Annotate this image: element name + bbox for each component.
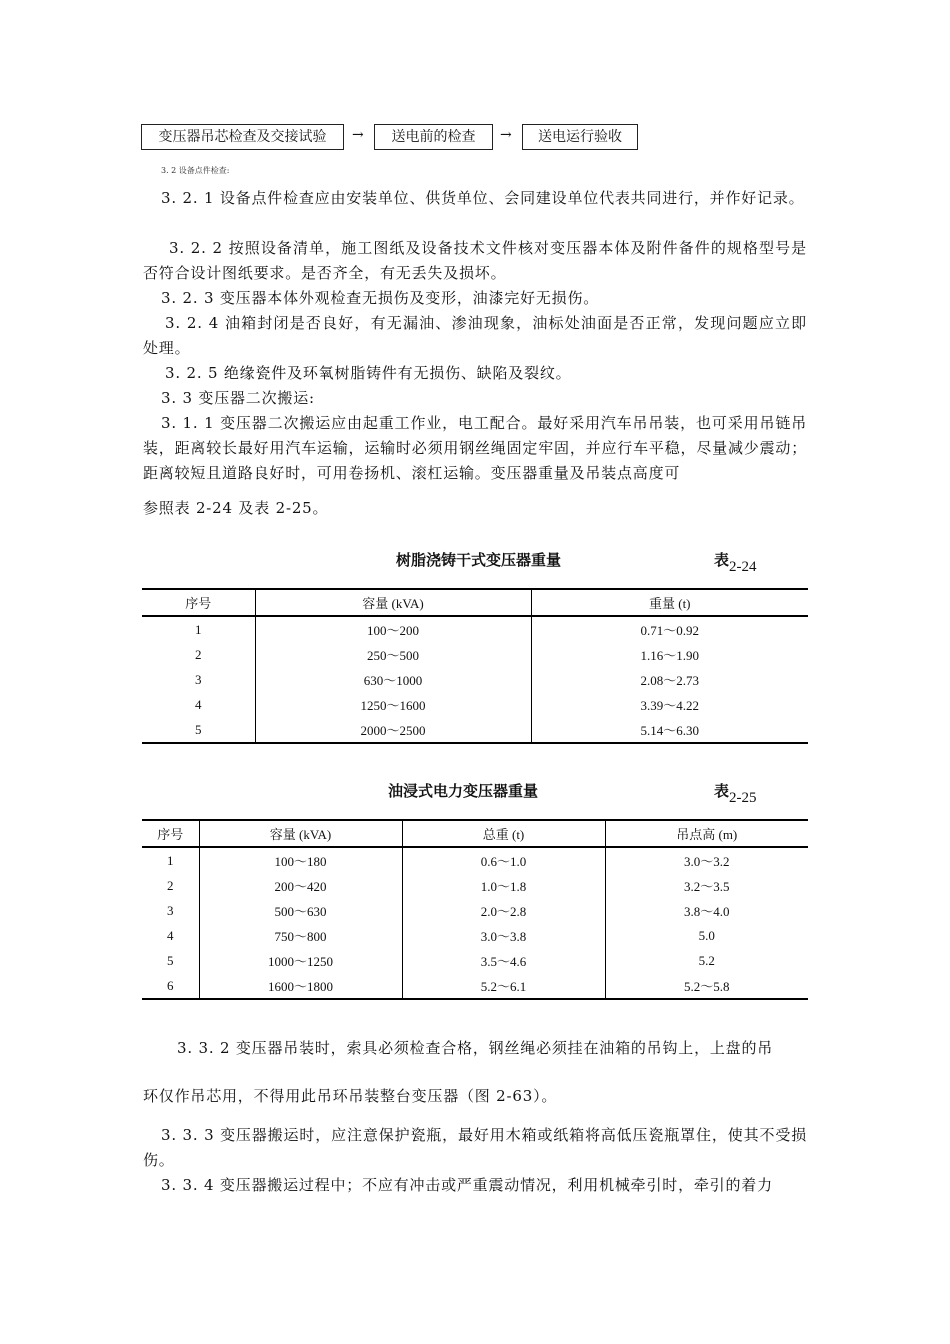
table-cell: 5 bbox=[195, 721, 202, 737]
table-cell: 5.0 bbox=[605, 923, 808, 948]
table-cell: 5.2～6.1 bbox=[402, 973, 605, 999]
paragraph-3-2-2: 3. 2. 2 按照设备清单，施工图纸及设备技术文件核对变压器本体及附件备件的规格型号是否符合设计图纸要求。是否齐全，有无丢失及损坏。 bbox=[143, 239, 807, 282]
table-2-25-number: 2-25 bbox=[729, 790, 757, 806]
table-row bbox=[142, 973, 808, 999]
table-header-row bbox=[142, 589, 808, 616]
flow-arrow-2: → bbox=[500, 127, 512, 143]
table-header-cell: 总重 (t) bbox=[402, 820, 605, 847]
table-row bbox=[142, 717, 808, 743]
table-cell: 100～200 bbox=[255, 616, 531, 642]
table-cell: 200～420 bbox=[199, 873, 402, 898]
table-cell: 0.6～1.0 bbox=[402, 847, 605, 873]
table-cell: 250～500 bbox=[255, 642, 531, 667]
flow-arrow-1: → bbox=[352, 127, 364, 143]
table-cell: 6 bbox=[167, 977, 174, 993]
table-row bbox=[142, 898, 808, 923]
table-cell: 3.0～3.2 bbox=[605, 847, 808, 873]
table-cell: 1.0～1.8 bbox=[402, 873, 605, 898]
table-header-cell: 吊点高 (m) bbox=[605, 820, 808, 847]
flow-step-3: 送电运行验收 bbox=[522, 124, 638, 150]
table-2-24 bbox=[142, 588, 808, 744]
table-cell: 1 bbox=[167, 852, 174, 868]
table-cell: 5.2～5.8 bbox=[605, 973, 808, 999]
flow-step-1: 变压器吊芯检查及交接试验 bbox=[141, 124, 344, 150]
table-cell: 3 bbox=[167, 902, 174, 918]
paragraph-3-2-5: 3. 2. 5 绝缘瓷件及环氧树脂铸件有无损伤、缺陷及裂纹。 bbox=[165, 364, 572, 382]
paragraph-3-1-1-cont: 参照表 2-24 及表 2-25。 bbox=[143, 499, 329, 517]
paragraph-3-2-4: 3. 2. 4 油箱封闭是否良好，有无漏油、渗油现象，油标处油面是否正常，发现问题应立即处理。 bbox=[143, 314, 807, 357]
section-heading-3-3: 3. 3 变压器二次搬运: bbox=[161, 389, 315, 407]
table-cell: 1600～1800 bbox=[199, 973, 402, 999]
table-header-cell: 重量 (t) bbox=[531, 589, 808, 616]
table-row bbox=[142, 873, 808, 898]
flow-step-2: 送电前的检查 bbox=[374, 124, 493, 150]
table-2-24-label: 表2-24 bbox=[714, 551, 757, 575]
table-cell: 3.0～3.8 bbox=[402, 923, 605, 948]
table-cell: 5.2 bbox=[605, 948, 808, 973]
table-header-row bbox=[142, 820, 808, 847]
table-cell: 3.39～4.22 bbox=[531, 692, 808, 717]
section-heading-3-2: 3. 2 设备点件检查: bbox=[161, 166, 230, 175]
table-cell: 1000～1250 bbox=[199, 948, 402, 973]
table-cell: 4 bbox=[195, 696, 202, 712]
paragraph-3-3-2: 3. 3. 2 变压器吊装时，索具必须检查合格，钢丝绳必须挂在油箱的吊钩上，上盘的吊 bbox=[177, 1039, 774, 1057]
table-header-cell: 序号 bbox=[142, 820, 199, 847]
table-cell: 2000～2500 bbox=[255, 717, 531, 743]
table-cell: 5.14～6.30 bbox=[531, 717, 808, 743]
paragraph-3-1-1: 3. 1. 1 变压器二次搬运应由起重工作业，电工配合。最好采用汽车吊吊装，也可采用吊链吊装，距离较长最好用汽车运输，运输时必须用钢丝绳固定牢固，并应行车平稳，尽量减少震动；距离较短且道路良好时，可用卷扬机、滚杠运输。变压器重量及吊装点高度可 bbox=[143, 414, 807, 482]
table-cell: 1250～1600 bbox=[255, 692, 531, 717]
table-2-24-title: 树脂浇铸干式变压器重量 bbox=[396, 551, 562, 569]
paragraph-3-2-1: 3. 2. 1 设备点件检查应由安装单位、供货单位、会同建设单位代表共同进行，并作好记录。 bbox=[161, 189, 805, 207]
table-cell: 750～800 bbox=[199, 923, 402, 948]
table-row bbox=[142, 948, 808, 973]
table-cell: 3.5～4.6 bbox=[402, 948, 605, 973]
table-header-cell: 容量 (kVA) bbox=[199, 820, 402, 847]
table-header-cell: 序号 bbox=[142, 589, 255, 616]
table-2-25 bbox=[142, 819, 808, 1000]
paragraph-3-3-3: 3. 3. 3 变压器搬运时，应注意保护瓷瓶，最好用木箱或纸箱将高低压瓷瓶罩住，使其不受损伤。 bbox=[143, 1126, 807, 1169]
table-cell: 2 bbox=[167, 877, 174, 893]
table-cell: 3.8～4.0 bbox=[605, 898, 808, 923]
table-cell: 100～180 bbox=[199, 847, 402, 873]
table-cell: 3.2～3.5 bbox=[605, 873, 808, 898]
table-cell: 1.16～1.90 bbox=[531, 642, 808, 667]
table-cell: 2.0～2.8 bbox=[402, 898, 605, 923]
table-row bbox=[142, 847, 808, 873]
table-2-25-title: 油浸式电力变压器重量 bbox=[388, 782, 539, 800]
table-row bbox=[142, 616, 808, 642]
table-cell: 500～630 bbox=[199, 898, 402, 923]
paragraph-3-2-3: 3. 2. 3 变压器本体外观检查无损伤及变形，油漆完好无损伤。 bbox=[161, 289, 600, 307]
table-2-25-label: 表2-25 bbox=[714, 782, 757, 806]
table-row bbox=[142, 923, 808, 948]
table-2-24-number: 2-24 bbox=[729, 559, 757, 575]
table-row bbox=[142, 692, 808, 717]
table-cell: 2 bbox=[195, 646, 202, 662]
table-cell: 630～1000 bbox=[255, 667, 531, 692]
paragraph-3-3-2-cont: 环仅作吊芯用，不得用此吊环吊装整台变压器（图 2-63）。 bbox=[143, 1087, 558, 1105]
table-header-cell: 容量 (kVA) bbox=[255, 589, 531, 616]
table-row bbox=[142, 642, 808, 667]
table-cell: 4 bbox=[167, 927, 174, 943]
table-row bbox=[142, 667, 808, 692]
table-cell: 5 bbox=[167, 952, 174, 968]
table-cell: 3 bbox=[195, 671, 202, 687]
table-cell: 1 bbox=[195, 621, 202, 637]
paragraph-3-3-4: 3. 3. 4 变压器搬运过程中；不应有冲击或严重震动情况，利用机械牵引时，牵引的着力 bbox=[161, 1176, 773, 1194]
table-cell: 0.71～0.92 bbox=[531, 616, 808, 642]
table-cell: 2.08～2.73 bbox=[531, 667, 808, 692]
